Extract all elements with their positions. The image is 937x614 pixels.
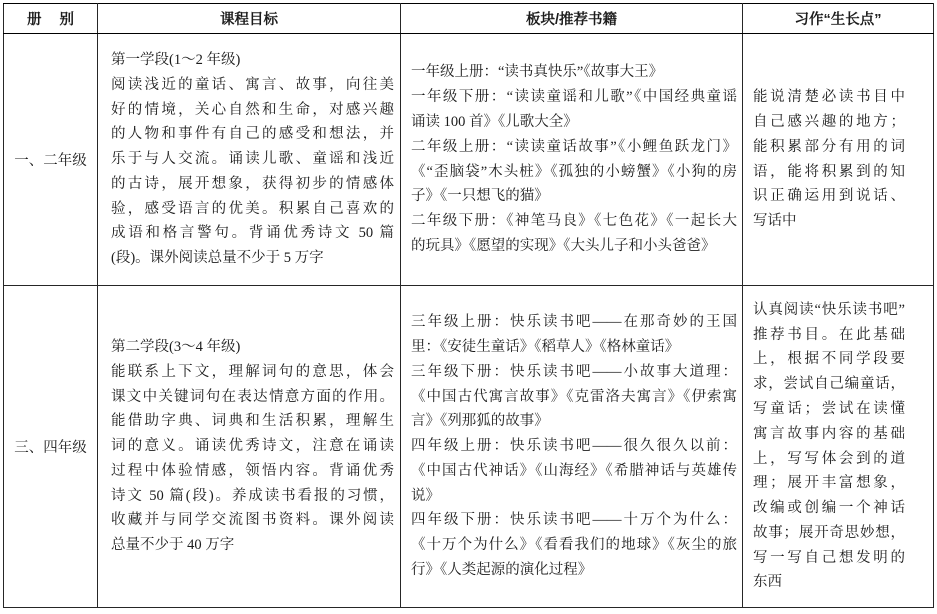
goals-text xyxy=(111,335,394,558)
books-line: 的玩具》《愿望的实现》《大头儿子和小头爸爸》 xyxy=(411,237,716,254)
goals-text xyxy=(111,48,394,271)
growth-line: 推荐书目。在此基础 xyxy=(753,326,905,343)
books-line: 一年级上册：“读书真快乐”《故事大王》 xyxy=(411,64,664,81)
header-row xyxy=(4,4,934,34)
books-line: 四年级下册：快乐读书吧——十万个为什么： xyxy=(411,512,737,529)
goals-line: 过程中体验情感，领悟内容。背诵优秀 xyxy=(111,462,394,479)
goals-line: 收藏并与同学交流图书资料。课外阅读 xyxy=(111,512,394,529)
table-row xyxy=(4,34,934,286)
books-line: 三年级下册：快乐读书吧——小故事大道理： xyxy=(411,363,737,380)
growth-text xyxy=(753,85,905,234)
books-line: 二年级上册：“读读童话故事”《小鲤鱼跃龙门》 xyxy=(411,138,737,155)
growth-line: 理；展开丰富想象， xyxy=(753,475,905,492)
books-line: 言》《列那狐的故事》 xyxy=(411,413,549,430)
growth-line: 自己感兴趣的地方； xyxy=(753,113,905,130)
growth-line: 写话中 xyxy=(753,213,797,230)
goals-line: 的古诗，展开想象，获得初步的情感体 xyxy=(111,175,394,192)
goals-line: 验，感受语言的优美。积累自己喜欢的 xyxy=(111,200,394,217)
goals-line: 第二学段(3～4 年级) xyxy=(111,338,241,355)
grade-cell xyxy=(4,34,98,286)
goals-line: 成语和格言警句。背诵优秀诗文 50 篇 xyxy=(111,225,394,242)
growth-line: 改编或创编一个神话 xyxy=(753,500,905,517)
books-line: 说》 xyxy=(411,487,440,504)
books-cell xyxy=(401,286,743,608)
grade-label: 一、二年级 xyxy=(14,153,87,169)
header-growth: 习作“生长点” xyxy=(743,4,934,34)
curriculum-table xyxy=(3,3,934,608)
growth-line: 语，能将积累到的知 xyxy=(753,163,905,180)
goals-line: 能联系上下文，理解词句的意思，体会 xyxy=(111,363,394,380)
goals-line: 诗文 50 篇(段)。养成读书看报的习惯， xyxy=(111,487,394,504)
goals-line: 总量不少于 40 万字 xyxy=(111,537,235,554)
growth-line: 能积累部分有用的词 xyxy=(753,138,905,155)
books-line: 《“歪脑袋”木头桩》《孤独的小螃蟹》《小狗的房 xyxy=(411,163,737,180)
books-line: 二年级下册：《神笔马良》《七色花》《一起长大 xyxy=(411,213,737,230)
books-line: 《中国古代神话》《山海经》《希腊神话与英雄传 xyxy=(411,462,737,479)
books-text xyxy=(411,60,737,258)
growth-line: 东西 xyxy=(753,574,782,591)
growth-line: 识正确运用到说话、 xyxy=(753,188,905,205)
books-line: 子》《一只想飞的猫》 xyxy=(411,188,549,205)
grade-label: 三、四年级 xyxy=(14,440,87,456)
growth-line: 能说清楚必读书目中 xyxy=(753,89,905,106)
goals-line: 课文中关键词句在表达情意方面的作用。 xyxy=(111,388,394,405)
growth-line: 寓言故事内容的基础 xyxy=(753,425,905,442)
growth-cell xyxy=(743,286,934,608)
header-books: 板块/推荐书籍 xyxy=(401,4,743,34)
books-line: 四年级上册：快乐读书吧——很久很久以前： xyxy=(411,438,737,455)
goals-line: 阅读浅近的童话、寓言、故事，向往美 xyxy=(111,76,394,93)
table-row xyxy=(4,286,934,608)
books-line: 《中国古代寓言故事》《克雷洛夫寓言》《伊索寓 xyxy=(411,388,737,405)
growth-line: 写童话；尝试在读懂 xyxy=(753,400,905,417)
table-header xyxy=(4,4,934,34)
goals-line: 好的情境，关心自然和生命，对感兴趣 xyxy=(111,101,394,118)
growth-line: 写一写自己想发明的 xyxy=(753,549,905,566)
growth-line: 求，尝试自己编童话， xyxy=(753,376,905,393)
growth-line: 认真阅读“快乐读书吧” xyxy=(753,301,905,318)
books-line: 一年级下册：“读读童谣和儿歌”《中国经典童谣 xyxy=(411,89,737,106)
growth-line: 故事；展开奇思妙想， xyxy=(753,524,905,541)
header-goals: 课程目标 xyxy=(98,4,401,34)
goals-line: 的人物和事件有自己的感受和想法，并 xyxy=(111,126,394,143)
books-line: 诵读 100 首》《儿歌大全》 xyxy=(411,113,578,130)
books-line: 三年级上册：快乐读书吧——在那奇妙的王国 xyxy=(411,314,737,331)
goals-cell xyxy=(98,34,401,286)
growth-text xyxy=(753,298,905,596)
goals-line: 第一学段(1～2 年级) xyxy=(111,51,241,68)
books-line: 里：《安徒生童话》《稻草人》《格林童话》 xyxy=(411,338,680,355)
growth-line: 上，根据不同学段要 xyxy=(753,351,905,368)
goals-line: (段)。课外阅读总量不少于 5 万字 xyxy=(111,250,324,267)
goals-cell xyxy=(98,286,401,608)
growth-cell xyxy=(743,34,934,286)
books-cell xyxy=(401,34,743,286)
grade-cell xyxy=(4,286,98,608)
books-line: 《十万个为什么》《看看我们的地球》《灰尘的旅 xyxy=(411,537,737,554)
goals-line: 乐于与人交流。诵读儿歌、童谣和浅近 xyxy=(111,151,394,168)
header-volume: 册 别 xyxy=(4,4,98,34)
books-text xyxy=(411,310,737,583)
growth-line: 上，写写体会到的道 xyxy=(753,450,905,467)
goals-line: 能借助字典、词典和生活积累，理解生 xyxy=(111,413,394,430)
books-line: 行》《人类起源的演化过程》 xyxy=(411,562,593,579)
table-body xyxy=(4,34,934,608)
goals-line: 词的意义。诵读优秀诗文，注意在诵读 xyxy=(111,438,394,455)
